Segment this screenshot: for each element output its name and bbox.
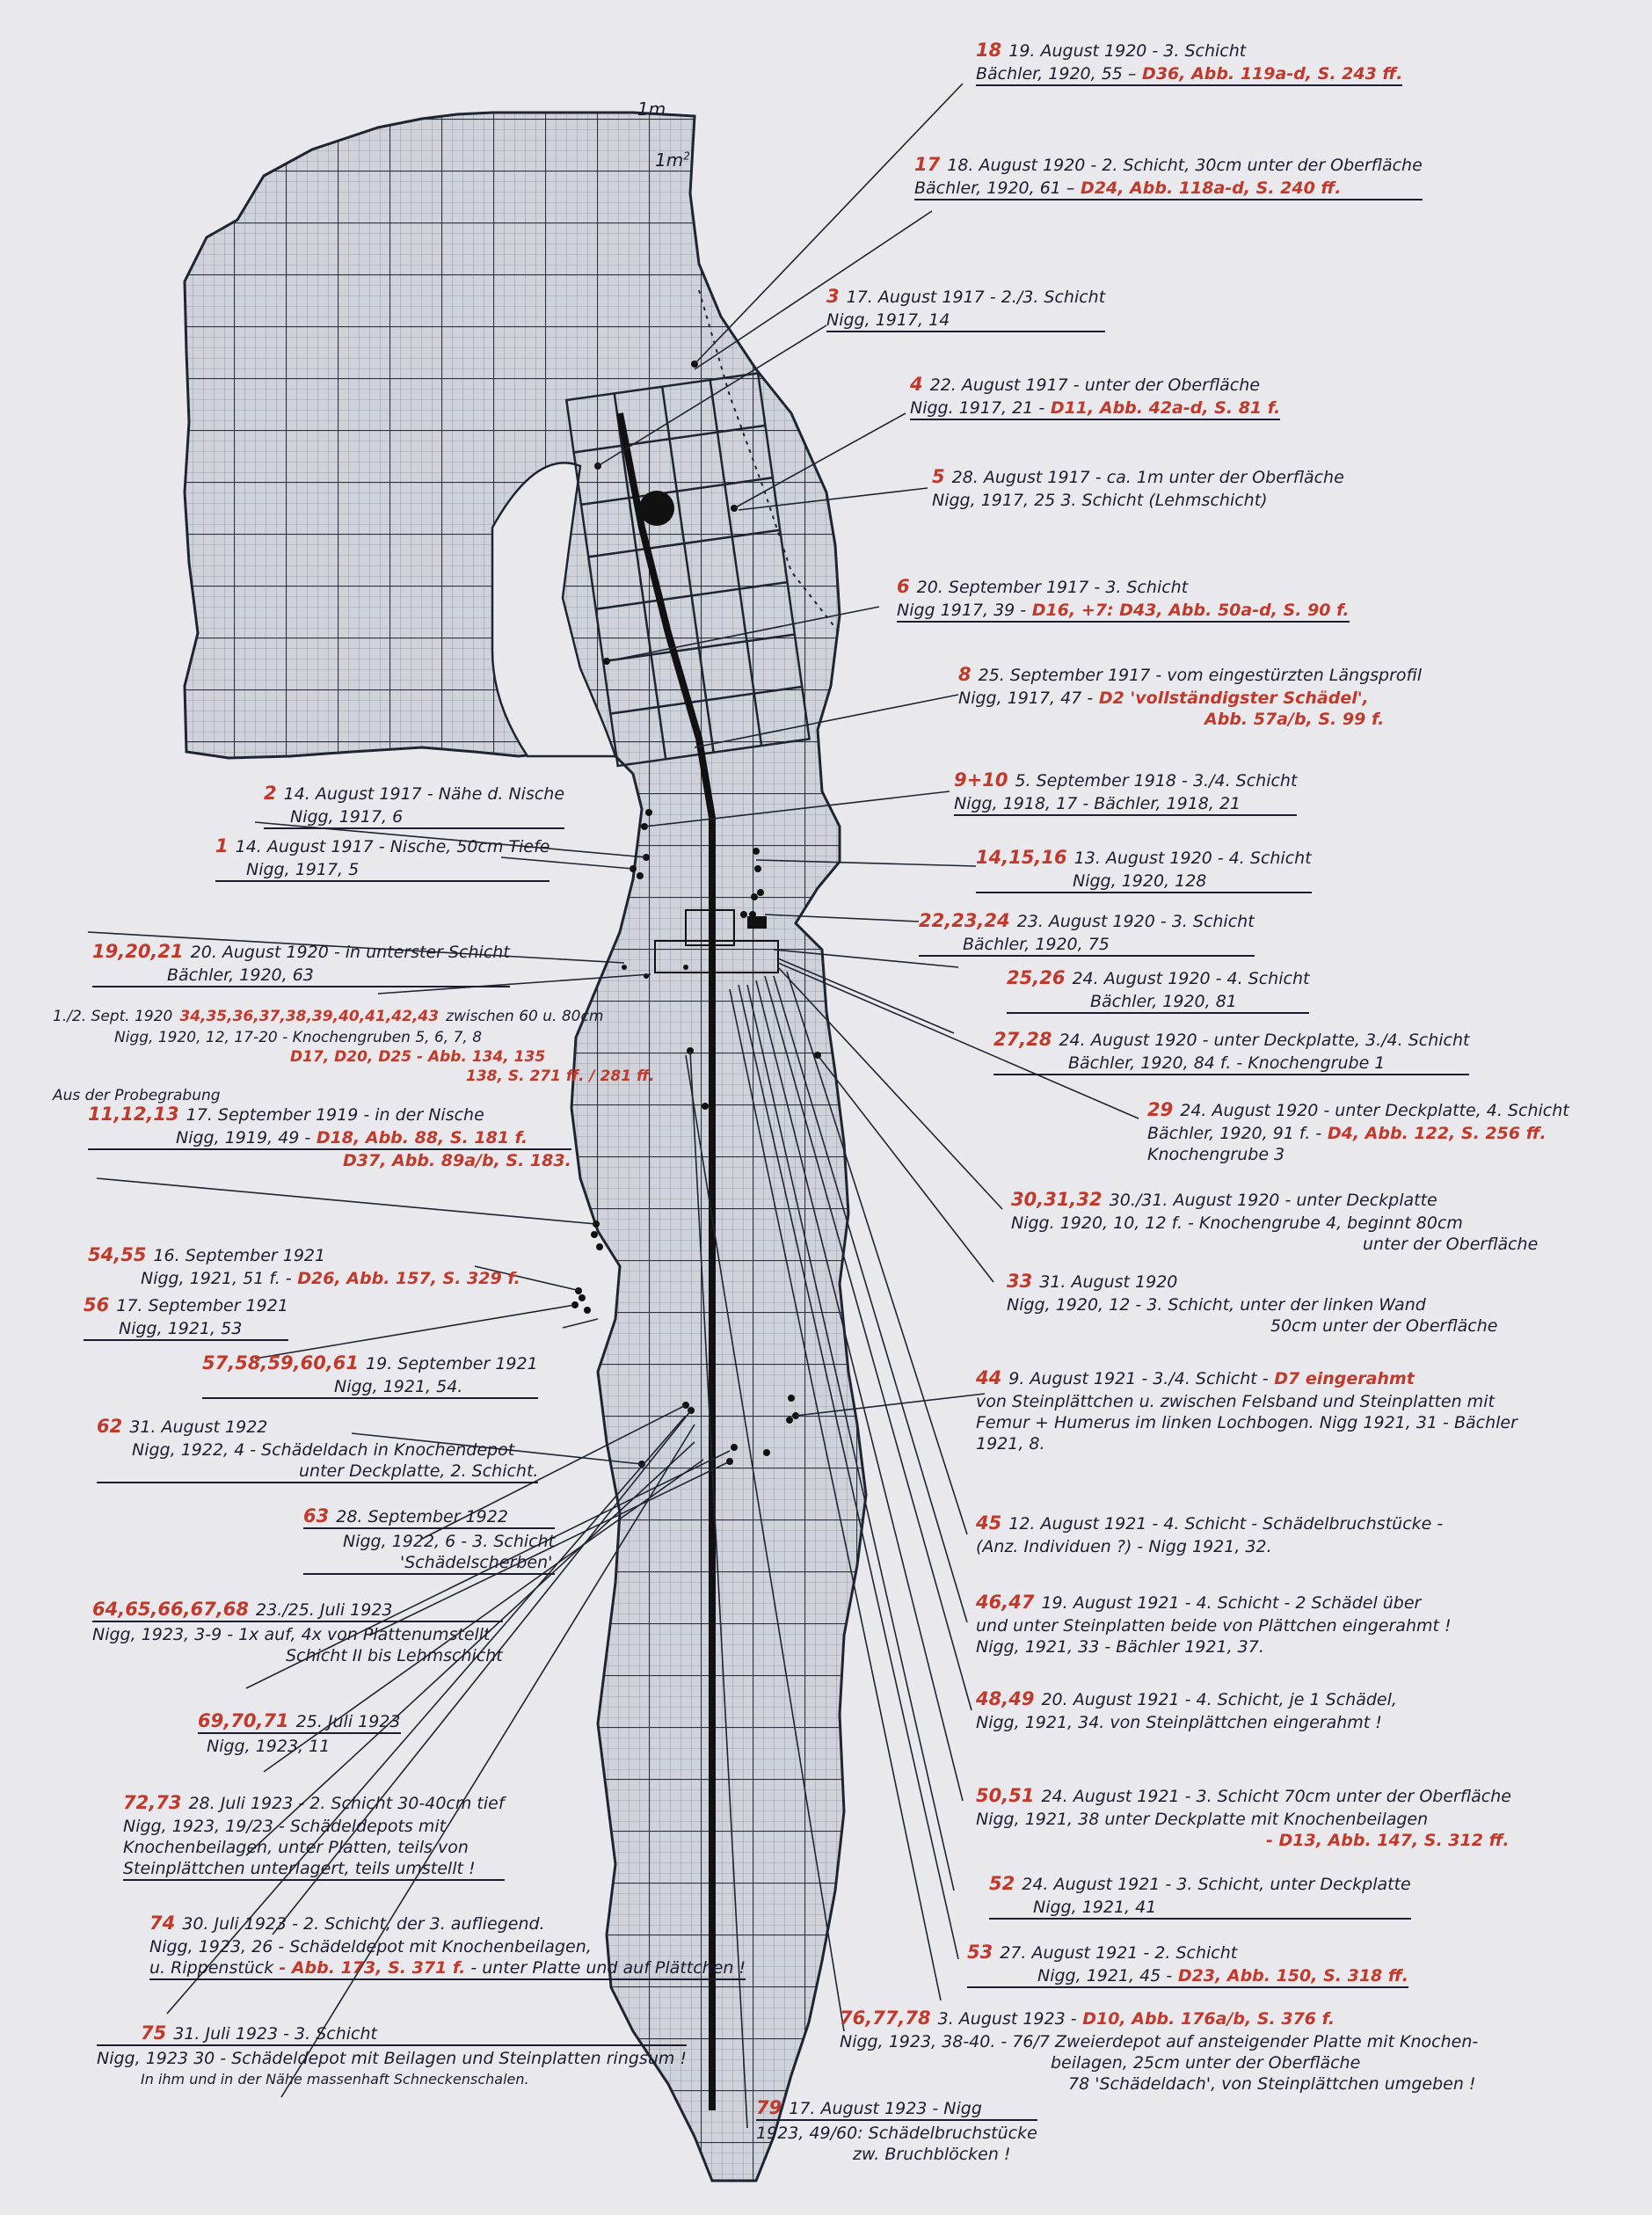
- note-ref: Nigg, 1921, 45 -: [1037, 1966, 1173, 1985]
- note-text: 14. August 1917 - Nische, 50cm Tiefe: [235, 837, 550, 856]
- note-ref: Nigg, 1917, 14: [826, 310, 950, 330]
- note-ref: Nigg. 1917, 21 -: [910, 398, 1045, 418]
- note-45: [976, 1512, 1443, 1557]
- note-text: 28. September 1922: [336, 1507, 508, 1526]
- note-extra: Knochengrube 3: [1147, 1145, 1285, 1164]
- note-54-55: [88, 1244, 520, 1289]
- note-46-47: [976, 1592, 1452, 1658]
- note-75: [97, 2022, 687, 2090]
- note-text: 24. August 1921 - 3. Schicht, unter Deckplatte: [1022, 1875, 1411, 1894]
- note-63: [303, 1505, 555, 1575]
- note-figure-ref: - Abb. 173, S. 371 f.: [279, 1958, 466, 1978]
- note-ref: Bächler, 1920, 84 f. - Knochengrube 1: [1068, 1053, 1386, 1073]
- note-ref: Nigg 1917, 39 -: [897, 601, 1027, 620]
- note-extra: Schicht II bis Lehmschicht: [286, 1646, 503, 1665]
- note-ref: Bächler, 1920, 61 –: [914, 179, 1075, 198]
- note-number: 18: [976, 40, 1002, 61]
- note-53: [967, 1942, 1408, 1988]
- note-number: 33: [1007, 1271, 1033, 1292]
- note-extra-2: 78 'Schädeldach', von Steinplättchen umgeben !: [1068, 2074, 1476, 2094]
- note-extra: Nigg, 1921, 33 - Bächler 1921, 37.: [976, 1637, 1264, 1657]
- note-extra: Knochenbeilagen, unter Platten, teils von: [123, 1838, 469, 1857]
- note-ref: 1923, 49/60: Schädelbruchstücke: [756, 2124, 1037, 2143]
- note-number: 27,28: [993, 1029, 1052, 1050]
- note-ref: Bächler, 1920, 75: [963, 935, 1110, 954]
- note-number: 62: [97, 1416, 123, 1437]
- note-ref: Nigg, 1923, 11: [207, 1737, 331, 1756]
- note-text: 28. August 1917 - ca. 1m unter der Oberfläche: [951, 468, 1344, 487]
- note-extra: zw. Bruchblöcken !: [853, 2145, 1011, 2164]
- note-number: 45: [976, 1512, 1002, 1534]
- note-extra: Femur + Humerus im linken Lochbogen. Nigg 1921, 31 - Bächler: [976, 1413, 1517, 1432]
- note-text: 24. August 1920 - unter Deckplatte, 4. Schicht: [1180, 1101, 1569, 1120]
- note-76-77-78: [840, 2007, 1478, 2095]
- note-text: 31. August 1920: [1039, 1272, 1178, 1292]
- note-3: [826, 286, 1105, 332]
- note-text: 17. August 1923 - Nigg: [789, 2099, 982, 2118]
- note-number: 19,20,21: [92, 941, 184, 962]
- note-extra: u. Rippenstück: [149, 1958, 274, 1978]
- note-figure-ref-2: D37, Abb. 89a/b, S. 183.: [343, 1151, 571, 1170]
- note-extra: unter der Oberfläche: [1363, 1235, 1539, 1254]
- note-48-49: [976, 1688, 1397, 1733]
- note-9-10: [954, 769, 1297, 816]
- note-text: 23. August 1920 - 3. Schicht: [1016, 912, 1255, 931]
- note-number: 14,15,16: [976, 847, 1067, 868]
- note-18: [976, 40, 1402, 86]
- note-number: 22,23,24: [919, 910, 1010, 931]
- note-text: 31. August 1922: [129, 1417, 268, 1437]
- note-25-26: [1007, 967, 1309, 1014]
- note-figure-ref: D2 'vollständigster Schädel',: [1093, 689, 1369, 708]
- note-text: 31. Juli 1923 - 3. Schicht: [173, 2024, 377, 2044]
- note-17: [914, 154, 1423, 200]
- note-ref: Nigg, 1920, 128: [1073, 871, 1207, 891]
- note-pre: 1./2. Sept. 1920: [53, 1008, 173, 1025]
- scale-area: [655, 149, 690, 171]
- note-72-73: [123, 1792, 505, 1881]
- note-number: 5: [932, 466, 945, 487]
- note-text: 5. September 1918 - 3./4. Schicht: [1015, 771, 1298, 791]
- note-extra-2: Steinplättchen unterlagert, teils umstellt !: [123, 1859, 476, 1878]
- note-text: 17. September 1921: [116, 1296, 288, 1315]
- note-figure-ref: D36, Abb. 119a-d, S. 243 ff.: [1136, 64, 1403, 84]
- note-ref: Nigg, 1921, 38 unter Deckplatte mit Knochenbeilagen: [976, 1810, 1429, 1829]
- note-number: 17: [914, 154, 941, 175]
- note-ref: Nigg, 1923 30 - Schädeldepot mit Beilagen und Steinplatten ringsum !: [97, 2049, 688, 2068]
- note-figure-ref: D16, +7: D43, Abb. 50a-d, S. 90 f.: [1026, 601, 1350, 620]
- note-ref: Nigg, 1917, 6: [290, 807, 404, 827]
- note-number: 52: [989, 1873, 1015, 1894]
- note-text: 9. August 1921 - 3./4. Schicht -: [1008, 1369, 1269, 1388]
- scale-area-exponent: 2: [683, 149, 690, 163]
- note-8: [958, 664, 1422, 730]
- note-figure-ref-2: 138, S. 271 ff. / 281 ff.: [466, 1067, 655, 1085]
- note-ref: Nigg, 1917, 25 3. Schicht (Lehmschicht): [932, 491, 1268, 510]
- note-number: 34,35,36,37,38,39,40,41,42,43: [179, 1008, 440, 1025]
- note-1: [215, 835, 549, 882]
- note-52: [989, 1873, 1411, 1920]
- note-ref: Nigg. 1920, 10, 12 f. - Knochengrube 4, beginnt 80cm: [1011, 1213, 1463, 1233]
- note-34-43: [53, 1007, 655, 1105]
- note-ref: Nigg, 1923, 26 - Schädeldepot mit Knochenbeilagen,: [149, 1937, 592, 1956]
- note-ref: Nigg, 1921, 51 f. -: [141, 1269, 292, 1288]
- note-30-31-32: [1011, 1189, 1538, 1255]
- note-text: 22. August 1917 - unter der Oberfläche: [929, 375, 1260, 395]
- note-number: 46,47: [976, 1592, 1035, 1613]
- note-ref: Bächler, 1920, 81: [1090, 992, 1237, 1011]
- note-text: 30. Juli 1923 - 2. Schicht, der 3. aufliegend.: [182, 1914, 545, 1934]
- note-number: 57,58,59,60,61: [202, 1352, 360, 1373]
- note-extra-2: 1921, 8.: [976, 1434, 1045, 1454]
- note-number: 11,12,13: [88, 1104, 179, 1125]
- note-number: 2: [264, 783, 277, 804]
- note-text: 24. August 1920 - unter Deckplatte, 3./4. Schicht: [1059, 1031, 1470, 1050]
- note-number: 53: [967, 1942, 993, 1963]
- note-2: [264, 783, 564, 829]
- note-ref: Bächler, 1920, 63: [167, 965, 314, 985]
- note-62: [97, 1416, 538, 1483]
- note-extra: In ihm und in der Nähe massenhaft Schneckenschalen.: [141, 2071, 529, 2087]
- note-number: 30,31,32: [1011, 1189, 1103, 1210]
- note-ref: Nigg, 1921, 41: [1033, 1898, 1157, 1917]
- note-69-70-71: [198, 1710, 401, 1757]
- note-64-68: [92, 1599, 503, 1666]
- note-figure-ref: D17, D20, D25 - Abb. 134, 135: [290, 1048, 546, 1066]
- note-ref: Nigg, 1923, 19/23 - Schädeldepots mit: [123, 1817, 447, 1836]
- note-extra: Aus der Probegrabung: [53, 1087, 221, 1104]
- note-text: 25. Juli 1923: [295, 1712, 401, 1731]
- note-figure-ref: D7 eingerahmt: [1268, 1369, 1415, 1388]
- note-ref: Nigg, 1920, 12 - 3. Schicht, unter der linken Wand: [1007, 1295, 1426, 1315]
- note-number: 64,65,66,67,68: [92, 1599, 250, 1620]
- note-number: 74: [149, 1913, 176, 1934]
- note-number: 56: [84, 1294, 110, 1315]
- note-text: 23./25. Juli 1923: [256, 1600, 393, 1620]
- note-text: 17. August 1917 - 2./3. Schicht: [846, 288, 1106, 307]
- note-figure-ref: D18, Abb. 88, S. 181 f.: [310, 1128, 528, 1148]
- note-74: [149, 1913, 746, 1980]
- note-ref: und unter Steinplatten beide von Plättchen eingerahmt !: [976, 1616, 1452, 1636]
- note-text: 16. September 1921: [153, 1246, 326, 1265]
- note-ref: Nigg, 1921, 53: [119, 1319, 243, 1338]
- note-text: 20. August 1920 - in unterster Schicht: [190, 943, 510, 962]
- note-text: 19. August 1921 - 4. Schicht - 2 Schädel über: [1041, 1593, 1422, 1613]
- note-56: [84, 1294, 288, 1341]
- note-text: zwischen 60 u. 80cm: [446, 1008, 604, 1025]
- note-extra-2: - unter Platte und auf Plättchen !: [470, 1958, 746, 1978]
- note-number: 63: [303, 1505, 330, 1526]
- note-number: 69,70,71: [198, 1710, 289, 1731]
- note-figure-ref: D11, Abb. 42a-d, S. 81 f.: [1044, 398, 1281, 418]
- note-number: 75: [141, 2022, 167, 2044]
- note-figure-ref: D23, Abb. 150, S. 318 ff.: [1172, 1966, 1408, 1985]
- note-29: [1147, 1099, 1569, 1165]
- note-ref: Nigg, 1919, 49 -: [176, 1128, 311, 1148]
- note-ref: Nigg, 1923, 38-40. - 76/7 Zweierdepot auf ansteigender Platte mit Knochen-: [840, 2032, 1479, 2051]
- note-ref: von Steinplättchen u. zwischen Felsband und Steinplatten mit: [976, 1392, 1495, 1411]
- note-extra: 'Schädelscherben': [303, 1552, 555, 1575]
- note-ref: Nigg, 1922, 6 - 3. Schicht: [343, 1532, 556, 1551]
- note-number: 72,73: [123, 1792, 182, 1813]
- note-figure-ref: D24, Abb. 118a-d, S. 240 ff.: [1074, 179, 1342, 198]
- note-number: 4: [910, 374, 923, 395]
- note-number: 44: [976, 1367, 1002, 1388]
- note-number: 1: [215, 835, 229, 856]
- note-number: 76,77,78: [840, 2007, 931, 2029]
- note-text: 20. August 1921 - 4. Schicht, je 1 Schädel,: [1041, 1690, 1397, 1709]
- note-figure-ref: D10, Abb. 176a/b, S. 376 f.: [1076, 2009, 1335, 2029]
- scale-area-label: 1m: [655, 149, 684, 171]
- note-22-23-24: [919, 910, 1255, 957]
- note-figure-ref: D26, Abb. 157, S. 329 f.: [291, 1269, 520, 1288]
- note-number: 50,51: [976, 1785, 1035, 1806]
- note-44: [976, 1367, 1517, 1454]
- note-ref: Bächler, 1920, 91 f. -: [1147, 1124, 1322, 1143]
- note-ref: Nigg, 1921, 34. von Steinplättchen eingerahmt !: [976, 1713, 1382, 1732]
- note-ref: Nigg, 1923, 3-9 - 1x auf, 4x von Plattenumstellt: [92, 1625, 491, 1644]
- note-number: 3: [826, 286, 840, 307]
- note-33: [1007, 1271, 1497, 1337]
- note-6: [897, 576, 1350, 623]
- note-text: 27. August 1921 - 2. Schicht: [1000, 1943, 1238, 1963]
- note-number: 25,26: [1007, 967, 1066, 988]
- note-ref: Nigg, 1922, 4 - Schädeldach in Knochendepot: [132, 1440, 515, 1460]
- note-ref: Nigg, 1917, 47 -: [958, 689, 1094, 708]
- note-5: [932, 466, 1344, 511]
- note-50-51: [976, 1785, 1511, 1851]
- note-ref: Nigg, 1918, 17 - Bächler, 1918, 21: [954, 794, 1241, 813]
- note-79: [756, 2097, 1037, 2165]
- note-number: 29: [1147, 1099, 1174, 1120]
- note-text: 12. August 1921 - 4. Schicht - Schädelbruchstücke -: [1008, 1514, 1444, 1534]
- note-number: 9+10: [954, 769, 1008, 791]
- note-ref: Bächler, 1920, 55 –: [976, 64, 1137, 84]
- note-number: 8: [958, 664, 972, 685]
- note-text: 24. August 1921 - 3. Schicht 70cm unter der Oberfläche: [1041, 1787, 1511, 1806]
- note-text: 28. Juli 1923 - 2. Schicht 30-40cm tief: [188, 1794, 505, 1813]
- note-text: 20. September 1917 - 3. Schicht: [916, 578, 1189, 597]
- note-text: 25. September 1917 - vom eingestürzten Längsprofil: [978, 666, 1423, 685]
- note-27-28: [993, 1029, 1469, 1075]
- note-extra: 50cm unter der Oberfläche: [1270, 1316, 1498, 1336]
- note-extra: beilagen, 25cm unter der Oberfläche: [1051, 2053, 1361, 2073]
- scale-length: 1m: [637, 98, 666, 120]
- note-text: 30./31. August 1920 - unter Deckplatte: [1109, 1191, 1437, 1210]
- note-figure-ref-2: Abb. 57a/b, S. 99 f.: [1204, 710, 1385, 729]
- note-ref: Nigg, 1920, 12, 17-20 - Knochengruben 5, 6, 7, 8: [114, 1029, 483, 1046]
- note-ref: Nigg, 1921, 54.: [334, 1377, 463, 1396]
- note-number: 79: [756, 2097, 782, 2118]
- note-text: 19. August 1920 - 3. Schicht: [1008, 41, 1247, 61]
- note-text: 24. August 1920 - 4. Schicht: [1072, 969, 1310, 988]
- note-text: 19. September 1921: [366, 1354, 538, 1373]
- note-extra: unter Deckplatte, 2. Schicht.: [97, 1461, 538, 1483]
- note-11-12-13: [88, 1104, 571, 1171]
- note-4: [910, 374, 1280, 420]
- note-figure-ref: - D13, Abb. 147, S. 312 ff.: [1266, 1831, 1510, 1850]
- note-text: 17. September 1919 - in der Nische: [186, 1105, 484, 1125]
- note-text: 13. August 1920 - 4. Schicht: [1073, 849, 1312, 868]
- note-text: 3. August 1923 -: [937, 2009, 1077, 2029]
- note-number: 6: [897, 576, 910, 597]
- note-ref: (Anz. Individuen ?) - Nigg 1921, 32.: [976, 1537, 1272, 1556]
- note-text: 18. August 1920 - 2. Schicht, 30cm unter der Oberfläche: [947, 156, 1423, 175]
- note-ref: Nigg, 1917, 5: [246, 860, 360, 879]
- note-number: 48,49: [976, 1688, 1035, 1709]
- note-text: 14. August 1917 - Nähe d. Nische: [283, 784, 565, 804]
- note-19-20-21: [92, 941, 510, 987]
- note-57-61: [202, 1352, 538, 1399]
- note-14-15-16: [976, 847, 1312, 893]
- note-figure-ref: D4, Abb. 122, S. 256 ff.: [1321, 1124, 1546, 1143]
- note-number: 54,55: [88, 1244, 147, 1265]
